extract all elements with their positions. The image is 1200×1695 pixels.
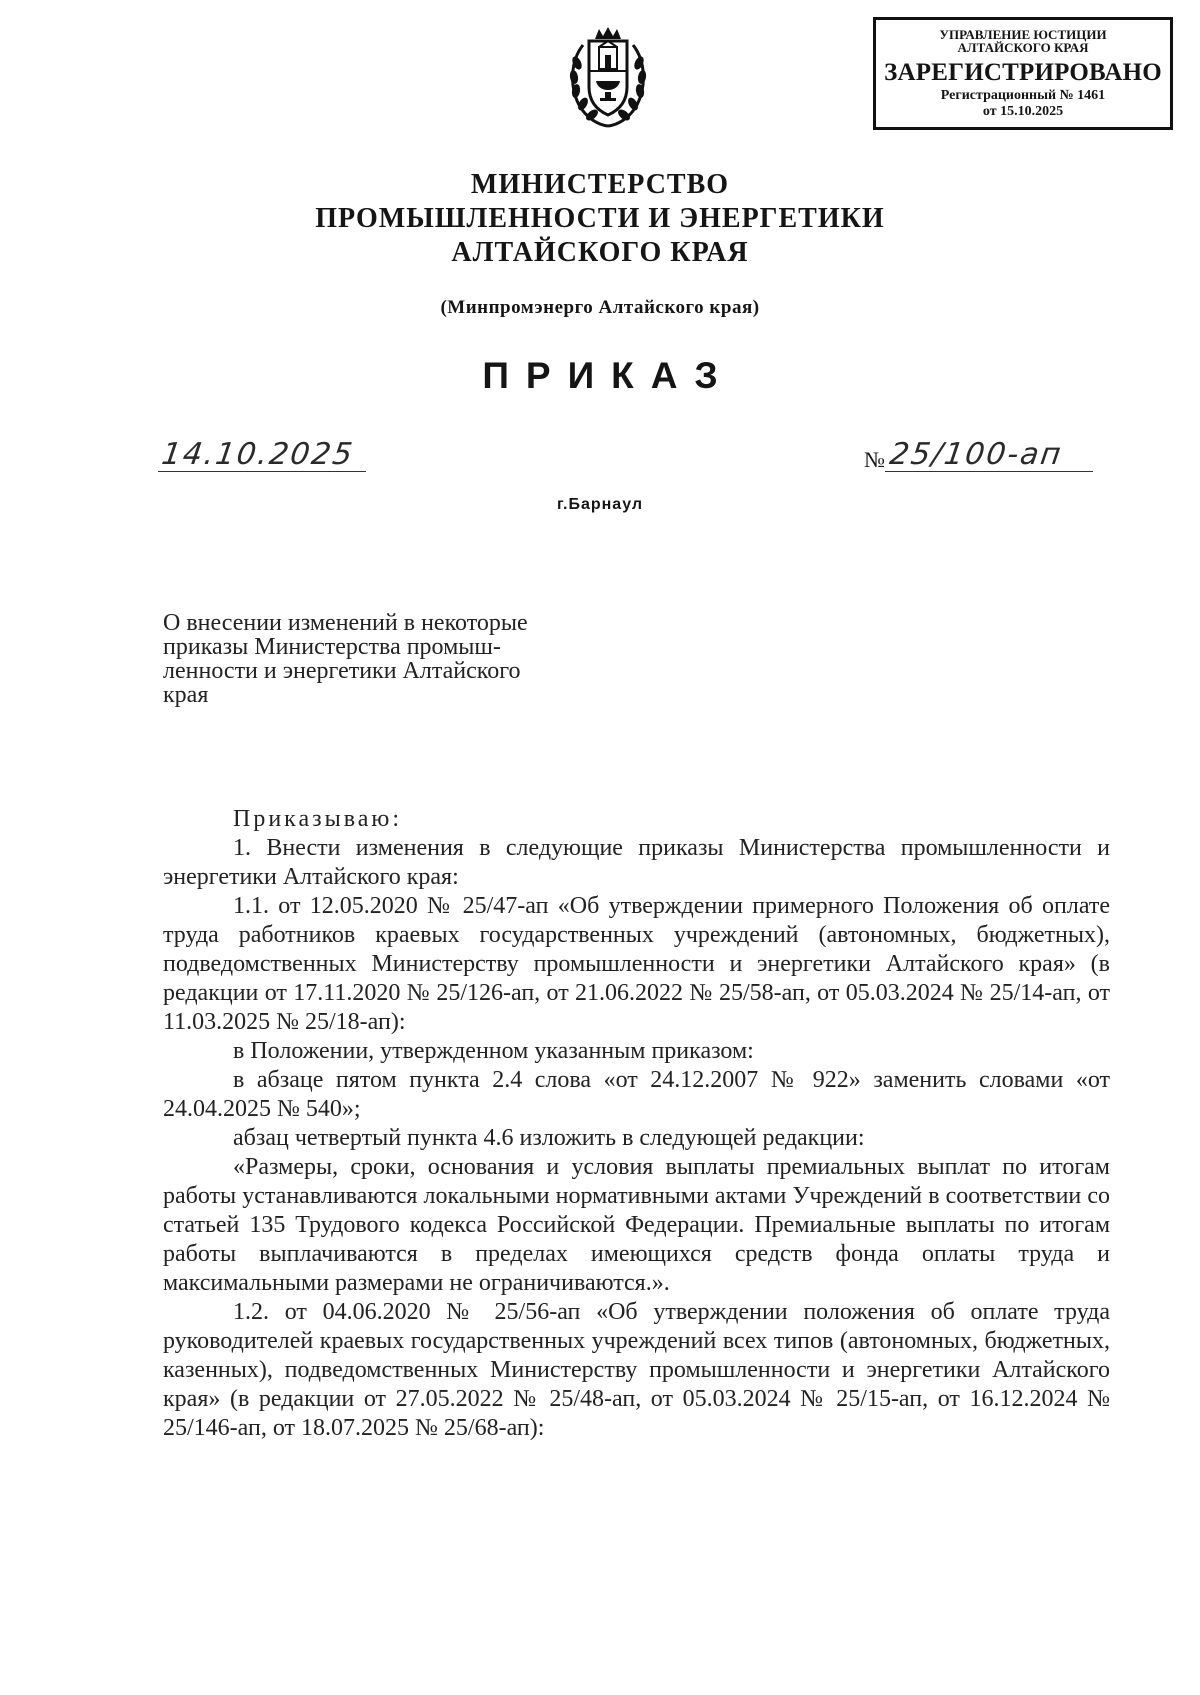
city: г.Барнаул bbox=[556, 496, 644, 513]
subject-line: края bbox=[163, 682, 209, 708]
registration-stamp bbox=[873, 17, 1173, 130]
subject-line: приказы Министерства промыш- bbox=[163, 634, 501, 660]
body-paragraph: «Размеры, сроки, основания и условия выплаты премиальных выплат по итогам работы устанавливаются локальными нормативными актами Учреждений в соответствии со статьей 135 Трудового кодекса Российской Федерации. Премиальные выплаты по итогам работы выплачиваются в пределах имеющихся средств фонда оплаты труда и максимальными размерами не ограничиваются.». bbox=[163, 1154, 1110, 1296]
ministry-line-3: АЛТАЙСКОГО КРАЯ bbox=[451, 237, 749, 268]
body-intro: Приказываю: bbox=[233, 806, 402, 832]
subject-line: О внесении изменений в некоторые bbox=[163, 610, 528, 636]
stamp-org-line2: АЛТАЙСКОГО КРАЯ bbox=[957, 40, 1089, 55]
order-number: 25/100-ап bbox=[887, 437, 1065, 472]
subject-line: ленности и энергетики Алтайского bbox=[163, 658, 521, 684]
coat-of-arms-icon bbox=[565, 25, 651, 130]
order-body bbox=[163, 805, 1110, 1443]
body-paragraph: в Положении, утвержденном указанным приказом: bbox=[233, 1038, 754, 1064]
number-sign: № bbox=[864, 447, 885, 472]
body-paragraph: абзац четвертый пункта 4.6 изложить в следующей редакции: bbox=[233, 1125, 865, 1151]
order-subject bbox=[163, 611, 608, 707]
order-date: 14.10.2025 bbox=[159, 437, 357, 472]
ministry-line-2: ПРОМЫШЛЕННОСТИ И ЭНЕРГЕТИКИ bbox=[315, 203, 885, 234]
body-paragraph: 1.2. от 04.06.2020 № 25/56-ап «Об утверждении положения об оплате труда руководителей краевых государственных учреждений всех типов (автономных, бюджетных, казенных), подведомственных Министерству промышленности и энергетики Алтайского края» (в редакции от 27.05.2022 № 25/48-ап, от 05.03.2024 № 25/15-ап, от 16.12.2024 № 25/146-ап, от 18.07.2025 № 25/68-ап): bbox=[163, 1299, 1110, 1441]
stamp-reg-date: от 15.10.2025 bbox=[982, 104, 1064, 119]
body-paragraph: 1.1. от 12.05.2020 № 25/47-ап «Об утверждении примерного Положения об оплате труда работников краевых государственных учреждений (автономных, бюджетных), подведомственных Министерству промышленности и энергетики Алтайского края» (в редакции от 17.11.2020 № 25/126-ап, от 21.06.2022 № 25/58-ап, от 05.03.2024 № 25/14-ап, от 11.03.2025 № 25/18-ап): bbox=[163, 893, 1110, 1035]
stamp-title: ЗАРЕГИСТРИРОВАНО bbox=[884, 59, 1162, 86]
ministry-line-1: МИНИСТЕРСТВО bbox=[470, 169, 730, 200]
ministry-name bbox=[0, 168, 1200, 270]
body-paragraph: в абзаце пятом пункта 2.4 слова «от 24.12.2007 № 922» заменить словами «от 24.04.2025 № 540»; bbox=[163, 1067, 1110, 1122]
body-paragraph: 1. Внести изменения в следующие приказы Министерства промышленности и энергетики Алтайского края: bbox=[163, 835, 1110, 890]
stamp-org-line1: УПРАВЛЕНИЕ ЮСТИЦИИ bbox=[939, 27, 1107, 42]
document-type-title: ПРИКАЗ bbox=[482, 355, 735, 396]
stamp-reg-number: Регистрационный № 1461 bbox=[940, 88, 1106, 103]
ministry-short-name: (Минпромэнерго Алтайского края) bbox=[440, 297, 760, 318]
